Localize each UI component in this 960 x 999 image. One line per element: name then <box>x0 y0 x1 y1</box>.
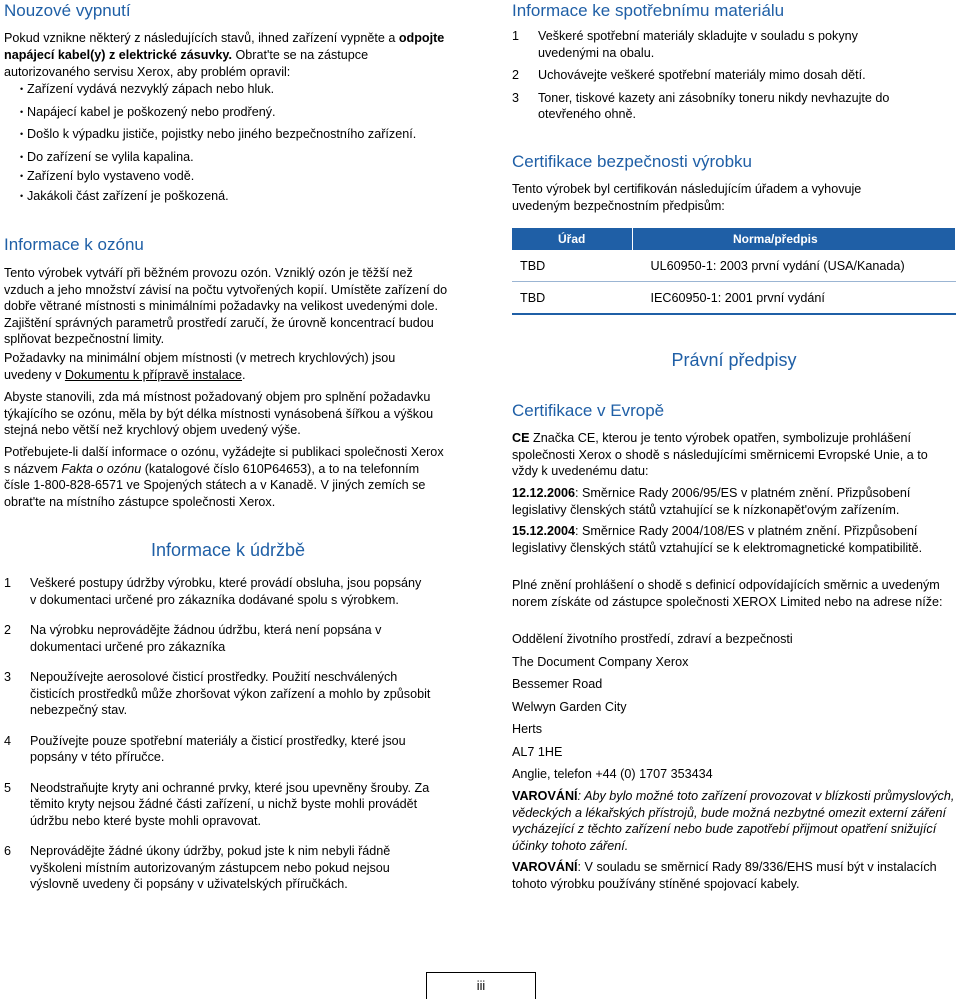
ozone-paragraph-4: Potřebujete-li další informace o ozónu, vyžádejte si publikaci společnosti Xerox s názvem Fakta o ozónu (katalogové číslo 610P64653), a to na telefonním čísle 1-800-828-6571 ve Spojených státech a v Kanadě. V jiných zemích se obrat'te na místního zástupce společnosti Xerox. <box>4 445 444 509</box>
list-item: • Do zařízení se vylila kapalina. <box>4 149 444 166</box>
certification-table <box>512 228 956 315</box>
safety-certification-intro: Tento výrobek byl certifikován následujícím úřadem a vyhovuje uvedeným bezpečnostním předpisům: <box>512 182 862 213</box>
address-line: Herts <box>512 722 543 736</box>
standard-cell: UL60950-1: 2003 první vydání (USA/Kanada) <box>633 250 956 282</box>
warning-paragraph-1: VAROVÁNÍ: Aby bylo možné toto zařízení provozovat v blízkosti průmyslových, vědeckých a lékařských přístrojů, bude možná nezbytné omezit externí záření vycházející z těchto zařízení nebo bude zapotřebí přijmout opatření snižující účinky tohoto záření. <box>512 789 955 853</box>
warning-label: VAROVÁNÍ <box>512 789 578 803</box>
europe-certification-heading: Certifikace v Evropě <box>512 401 665 420</box>
emergency-shutdown-intro: Pokud vznikne některý z následujících stavů, ihned zařízení vypněte a odpojte napájecí kabel(y) z elektrické zásuvky. Obrat'te se na zástupce autorizovaného servisu Xerox, aby problém opravil: <box>4 31 445 79</box>
supplies-heading: Informace ke spotřebnímu materiálu <box>512 1 785 20</box>
authority-cell: TBD <box>512 250 633 282</box>
shutdown-condition-list <box>4 81 444 204</box>
table-row <box>512 250 956 282</box>
directive-2006-paragraph: 12.12.2006: Směrnice Rady 2006/95/ES v platném znění. Přizpůsobení legislativy členských států vztahující se k nízkonapět'ovým zařízením. <box>512 486 911 517</box>
list-item: 4 Používejte pouze spotřební materiály a čisticí prostředky, které jsou popsány v této příručce. <box>4 733 406 764</box>
ce-marking-paragraph: CE Značka CE, kterou je tento výrobek opatřen, symbolizuje prohlášení společnosti Xerox o shodě s následujícími směrnicemi Evropské Unie, a to vždy k uvedenému datu: <box>512 431 928 478</box>
list-item: 1 Veškeré postupy údržby výrobku, které provádí obsluha, jsou popsány v dokumentaci určené pro zákazníka dodávané spolu s výrobkem. <box>4 576 422 607</box>
address-line: AL7 1HE <box>512 744 563 759</box>
ozone-heading: Informace k ozónu <box>4 235 144 254</box>
list-item: 2 Na výrobku neprovádějte žádnou údržbu, která není popsána v dokumentaci určené pro zákazníka <box>4 623 382 654</box>
warning-paragraph-2: VAROVÁNÍ: V souladu se směrnicí Rady 89/336/EHS musí být v instalacích tohoto výrobku používány stíněné spojovací kabely. <box>512 860 937 891</box>
safety-certification-heading: Certifikace bezpečnosti výrobku <box>512 152 753 171</box>
list-item: • Jakákoli část zařízení je poškozená. <box>4 188 444 205</box>
list-item: 6 Neprovádějte žádné úkony údržby, pokud jste k nim nebyli řádně vyškoleni místním autorizovaným zástupcem nebo pokud nejsou výslovně uvedeny či popsány v uživatelských příručkách. <box>4 844 391 891</box>
address-line: Anglie, telefon +44 (0) 1707 353434 <box>512 767 713 781</box>
directive-2004-paragraph: 15.12.2004: Směrnice Rady 2004/108/ES v platném znění. Přizpůsobení legislativy členských států vztahující se k elektromagnetické kompatibilitě. <box>512 524 923 555</box>
table-header-row <box>512 228 956 250</box>
address-line: Welwyn Garden City <box>512 699 627 714</box>
list-item: 1 Veškeré spotřební materiály skladujte v souladu s pokyny uvedenými na obalu. <box>512 29 858 60</box>
ozone-paragraph-2: Požadavky na minimální objem místnosti (v metrech krychlových) jsou uvedeny v Dokumentu k přípravě instalace. <box>4 351 396 382</box>
supplies-list <box>512 28 952 123</box>
list-item: • Napájecí kabel je poškozený nebo prodřený. <box>4 104 444 121</box>
emergency-shutdown-heading: Nouzové vypnutí <box>4 1 131 20</box>
list-item: 5 Neodstraňujte kryty ani ochranné prvky, které jsou upevněny šrouby. Za těmito kryty nejsou žádné části zařízení, u nichž byste mohli provádět údržbu nebo které byste mohli opravovat. <box>4 780 430 828</box>
standard-cell: IEC60950-1: 2001 první vydání <box>633 282 956 315</box>
address-line: The Document Company Xerox <box>512 654 689 669</box>
list-item: 3 Toner, tiskové kazety ani zásobníky toneru nikdy nevhazujte do otevřeného ohně. <box>512 90 890 121</box>
column-header-authority: Úřad <box>512 228 633 250</box>
list-item: 3 Nepoužívejte aerosolové čisticí prostředky. Použití neschválených čisticích prostředků může zhoršovat výkon zařízení a mohlo by způsobit nebezpečný stav. <box>4 670 431 717</box>
installation-document-link[interactable]: Dokumentu k přípravě instalace <box>64 367 243 382</box>
column-header-standard: Norma/předpis <box>633 228 956 250</box>
list-item: • Zařízení bylo vystaveno vodě. <box>4 168 444 185</box>
list-item: • Došlo k výpadku jističe, pojistky nebo jiného bezpečnostního zařízení. <box>4 126 427 143</box>
address-line: Bessemer Road <box>512 677 603 691</box>
ozone-paragraph-1: Tento výrobek vytváří při běžném provozu ozón. Vzniklý ozón je těžší než vzduch a jeho množství závisí na počtu vytvořených kopií. Umístěte zařízení do dobře větrané místnosti s minimálními požadavky na velikost uvedenými dole. Zajištění správných parametrů prostředí zaručí, že úrovně koncentrací budou splňovat bezpečnostní limity. <box>4 266 448 346</box>
legal-regulations-heading: Právní předpisy <box>671 350 797 370</box>
table-row <box>512 282 956 315</box>
address-block <box>512 631 956 783</box>
page-number: iii <box>426 972 536 999</box>
maintenance-heading: Informace k údržbě <box>150 540 306 560</box>
authority-cell: TBD <box>512 282 633 315</box>
address-line: Oddělení životního prostředí, zdraví a bezpečnosti <box>512 632 793 646</box>
ozone-paragraph-3: Abyste stanovili, zda má místnost požadovaný objem pro splnění požadavku týkajícího se ozónu, měla by být délka místnosti vynásobená šířkou a výškou stejná nebo větší než krychlový objem uvedený výše. <box>4 390 434 437</box>
ce-mark-label: CE <box>512 431 530 445</box>
list-item: 2 Uchovávejte veškeré spotřební materiály mimo dosah dětí. <box>512 68 866 82</box>
warning-label: VAROVÁNÍ <box>512 860 578 874</box>
maintenance-list <box>4 575 450 893</box>
declaration-paragraph: Plné znění prohlášení o shodě s definicí odpovídajících směrnic a uvedeným norem získáte od zástupce společnosti XEROX Limited nebo na adrese níže: <box>512 578 943 609</box>
list-item: • Zařízení vydává nezvyklý zápach nebo hluk. <box>4 81 444 98</box>
